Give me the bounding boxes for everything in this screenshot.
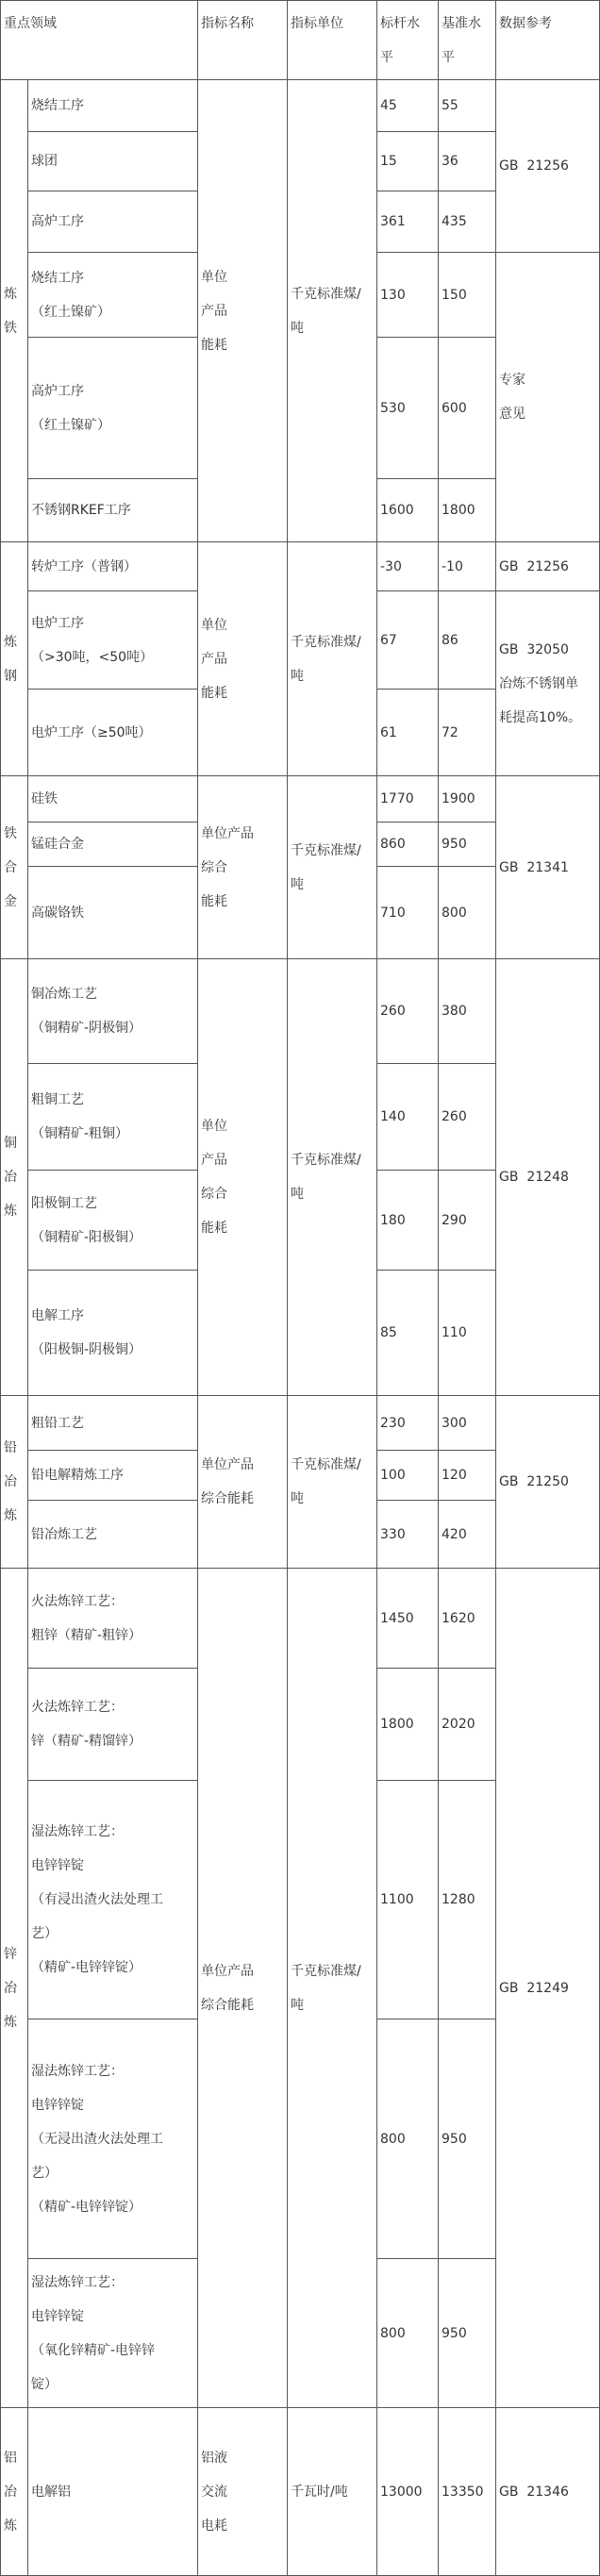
benchmark-value-text: 1800 bbox=[380, 1717, 414, 1732]
reference-cell-text: GB 21341 bbox=[499, 859, 569, 875]
section-area-text: 炼 铁 bbox=[4, 286, 17, 336]
benchmark-value bbox=[377, 1451, 439, 1501]
baseline-value-text: 1800 bbox=[442, 503, 475, 518]
process-cell bbox=[28, 776, 198, 823]
baseline-value-text: 72 bbox=[442, 724, 458, 740]
process-cell bbox=[28, 959, 198, 1064]
process-cell bbox=[28, 1781, 198, 2019]
benchmark-value-text: 1600 bbox=[380, 503, 414, 518]
header-unit bbox=[288, 0, 377, 80]
baseline-value-text: 600 bbox=[442, 400, 467, 416]
baseline-value bbox=[439, 1451, 496, 1501]
benchmark-value-text: 530 bbox=[380, 400, 406, 416]
benchmark-value bbox=[377, 2259, 439, 2408]
baseline-value bbox=[439, 1501, 496, 1569]
baseline-value bbox=[439, 1569, 496, 1669]
baseline-value-text: 13350 bbox=[442, 2484, 484, 2500]
baseline-value bbox=[439, 1781, 496, 2019]
baseline-value bbox=[439, 338, 496, 479]
baseline-value bbox=[439, 2259, 496, 2408]
baseline-value-text: 260 bbox=[442, 1109, 467, 1124]
benchmark-value bbox=[377, 132, 439, 191]
process-cell-text: 湿法炼锌工艺： 电锌锌锭 （氧化锌精矿-电锌锌 锭） bbox=[31, 2274, 156, 2392]
baseline-value bbox=[439, 1064, 496, 1171]
baseline-value-text: 110 bbox=[442, 1325, 467, 1340]
section-indicator-name-text: 单位 产品 能耗 bbox=[201, 617, 227, 701]
benchmark-value-text: 860 bbox=[380, 837, 406, 852]
baseline-value bbox=[439, 867, 496, 959]
baseline-value bbox=[439, 80, 496, 132]
benchmark-value bbox=[377, 867, 439, 959]
benchmark-value-text: 330 bbox=[380, 1526, 406, 1542]
header-bench bbox=[377, 0, 439, 80]
process-cell-text: 烧结工序 bbox=[31, 98, 84, 113]
reference-cell bbox=[496, 591, 600, 776]
section-area-text: 铅冶 炼 bbox=[4, 1440, 17, 1523]
process-cell bbox=[28, 2408, 198, 2576]
reference-cell-text: GB 21249 bbox=[499, 1980, 569, 1996]
process-cell bbox=[28, 1501, 198, 1569]
benchmark-value-text: 13000 bbox=[380, 2484, 423, 2500]
section-indicator-unit-text: 千克标准煤/ 吨 bbox=[291, 1153, 361, 1202]
baseline-value-text: 1280 bbox=[442, 1892, 475, 1907]
process-cell-text: 烧结工序 （红土镍矿） bbox=[31, 270, 110, 320]
section-area bbox=[0, 1569, 28, 2408]
benchmark-value-text: 45 bbox=[380, 98, 397, 113]
process-cell-text: 湿法炼锌工艺： 电锌锌锭 （无浸出渣火法处理工 艺） （精矿-电锌锌锭） bbox=[31, 2063, 163, 2215]
benchmark-value-text: 1450 bbox=[380, 1610, 414, 1626]
benchmark-value-text: 260 bbox=[380, 1004, 406, 1019]
process-cell-text: 不锈钢RKEF工序 bbox=[31, 503, 131, 518]
benchmark-value-text: 61 bbox=[380, 724, 397, 740]
baseline-value-text: 420 bbox=[442, 1526, 467, 1542]
process-cell bbox=[28, 2019, 198, 2259]
section-indicator-name bbox=[198, 80, 288, 542]
reference-cell-text: GB 32050 冶炼不锈钢单 耗提高10%。 bbox=[499, 641, 582, 725]
section-indicator-name bbox=[198, 542, 288, 776]
header-bench-text: 标杆水 平 bbox=[380, 16, 420, 65]
baseline-value bbox=[439, 2408, 496, 2576]
benchmark-value-text: 67 bbox=[380, 632, 397, 648]
baseline-value-text: 1900 bbox=[442, 791, 475, 806]
section-indicator-name-text: 单位产品 综合能耗 bbox=[201, 1963, 254, 2013]
baseline-value bbox=[439, 823, 496, 867]
process-cell-text: 阳极铜工艺 （铜精矿-阳极铜） bbox=[31, 1195, 142, 1245]
baseline-value-text: 950 bbox=[442, 837, 467, 852]
reference-cell bbox=[496, 959, 600, 1396]
section-area bbox=[0, 959, 28, 1396]
header-area-text: 重点领域 bbox=[4, 16, 57, 31]
baseline-value bbox=[439, 591, 496, 690]
baseline-value-text: 290 bbox=[442, 1212, 467, 1228]
process-cell bbox=[28, 191, 198, 253]
header-name bbox=[198, 0, 288, 80]
section-area bbox=[0, 542, 28, 776]
baseline-value-text: 435 bbox=[442, 214, 467, 229]
benchmark-value bbox=[377, 1569, 439, 1669]
section-indicator-unit bbox=[288, 776, 377, 959]
process-cell bbox=[28, 1271, 198, 1396]
reference-cell-text: GB 21248 bbox=[499, 1170, 569, 1185]
benchmark-value bbox=[377, 1669, 439, 1781]
reference-cell-text: GB 21346 bbox=[499, 2484, 569, 2500]
baseline-value-text: 950 bbox=[442, 2131, 467, 2147]
baseline-value-text: 150 bbox=[442, 287, 467, 303]
reference-cell-text: 专家 意见 bbox=[499, 373, 525, 422]
reference-cell-text: GB 21250 bbox=[499, 1474, 569, 1489]
section-indicator-unit bbox=[288, 1396, 377, 1569]
section-area bbox=[0, 80, 28, 542]
section-area bbox=[0, 2408, 28, 2576]
process-cell-text: 电炉工序（≥50吨） bbox=[31, 724, 152, 740]
process-cell bbox=[28, 1451, 198, 1501]
baseline-value bbox=[439, 253, 496, 338]
process-cell bbox=[28, 591, 198, 690]
process-cell-text: 电解铝 bbox=[31, 2484, 71, 2500]
baseline-value-text: 800 bbox=[442, 905, 467, 921]
benchmark-value bbox=[377, 1271, 439, 1396]
benchmark-value-text: 1100 bbox=[380, 1892, 414, 1907]
benchmark-value bbox=[377, 80, 439, 132]
section-indicator-unit bbox=[288, 542, 377, 776]
benchmark-value bbox=[377, 2019, 439, 2259]
process-cell bbox=[28, 1396, 198, 1451]
section-indicator-name bbox=[198, 1569, 288, 2408]
baseline-value bbox=[439, 191, 496, 253]
process-cell bbox=[28, 690, 198, 776]
header-name-text: 指标名称 bbox=[201, 16, 254, 31]
benchmark-value-text: 180 bbox=[380, 1212, 406, 1228]
section-indicator-unit-text: 千克标准煤/ 吨 bbox=[291, 842, 361, 892]
reference-cell bbox=[496, 2408, 600, 2576]
benchmark-value bbox=[377, 1501, 439, 1569]
benchmark-value bbox=[377, 338, 439, 479]
process-cell-text: 铜冶炼工艺 （铜精矿-阴极铜） bbox=[31, 987, 142, 1036]
process-cell-text: 电解工序 （阳极铜-阴极铜） bbox=[31, 1308, 142, 1357]
baseline-value bbox=[439, 132, 496, 191]
baseline-value-text: 86 bbox=[442, 632, 458, 648]
benchmark-value bbox=[377, 191, 439, 253]
benchmark-value bbox=[377, 1064, 439, 1171]
process-cell-text: 铅电解精炼工序 bbox=[31, 1468, 124, 1483]
section-area-text: 铜冶 炼 bbox=[4, 1136, 17, 1219]
section-indicator-name-text: 单位产品 综合能耗 bbox=[201, 1457, 254, 1506]
benchmark-value bbox=[377, 1171, 439, 1271]
header-area bbox=[0, 0, 198, 80]
process-cell bbox=[28, 132, 198, 191]
baseline-value-text: 120 bbox=[442, 1468, 467, 1483]
section-indicator-name-text: 单位产品 综合 能耗 bbox=[201, 825, 254, 909]
section-indicator-unit-text: 千克标准煤/ 吨 bbox=[291, 1963, 361, 2013]
section-indicator-unit bbox=[288, 1569, 377, 2408]
baseline-value bbox=[439, 542, 496, 591]
reference-cell bbox=[496, 1396, 600, 1569]
section-indicator-unit bbox=[288, 959, 377, 1396]
process-cell bbox=[28, 1064, 198, 1171]
process-cell-text: 粗铅工艺 bbox=[31, 1415, 84, 1431]
baseline-value-text: -10 bbox=[442, 558, 463, 574]
process-cell-text: 锰硅合金 bbox=[31, 837, 84, 852]
benchmark-value bbox=[377, 479, 439, 542]
baseline-value bbox=[439, 690, 496, 776]
baseline-value-text: 300 bbox=[442, 1415, 467, 1431]
process-cell-text: 硅铁 bbox=[31, 791, 58, 806]
header-ref bbox=[496, 0, 600, 80]
section-area bbox=[0, 776, 28, 959]
process-cell-text: 高碳铬铁 bbox=[31, 905, 84, 921]
baseline-value-text: 380 bbox=[442, 1004, 467, 1019]
benchmark-value-text: 15 bbox=[380, 154, 397, 169]
reference-cell bbox=[496, 1569, 600, 2408]
benchmark-value bbox=[377, 776, 439, 823]
process-cell-text: 转炉工序（普钢） bbox=[31, 558, 137, 574]
process-cell-text: 湿法炼锌工艺： 电锌锌锭 （有浸出渣火法处理工 艺） （精矿-电锌锌锭） bbox=[31, 1824, 163, 1975]
section-indicator-name bbox=[198, 959, 288, 1396]
baseline-value-text: 2020 bbox=[442, 1717, 475, 1732]
baseline-value-text: 1620 bbox=[442, 1610, 475, 1626]
section-area-text: 锌冶 炼 bbox=[4, 1946, 17, 2030]
baseline-value bbox=[439, 776, 496, 823]
reference-cell bbox=[496, 542, 600, 591]
process-cell-text: 火法炼锌工艺： 粗锌（精矿-粗锌） bbox=[31, 1593, 142, 1643]
section-indicator-unit-text: 千克标准煤/ 吨 bbox=[291, 286, 361, 336]
benchmark-value bbox=[377, 1781, 439, 2019]
reference-cell-text: GB 21256 bbox=[499, 558, 569, 574]
benchmark-value bbox=[377, 823, 439, 867]
benchmark-value-text: 800 bbox=[380, 2131, 406, 2147]
section-area-text: 铁合 金 bbox=[4, 825, 17, 909]
header-ref-text: 数据参考 bbox=[499, 16, 552, 31]
benchmark-value bbox=[377, 959, 439, 1064]
process-cell bbox=[28, 867, 198, 959]
benchmark-value-text: 1770 bbox=[380, 791, 414, 806]
process-cell-text: 高炉工序 bbox=[31, 214, 84, 229]
benchmark-value-text: 800 bbox=[380, 2325, 406, 2341]
baseline-value-text: 55 bbox=[442, 98, 458, 113]
benchmark-value bbox=[377, 591, 439, 690]
process-cell bbox=[28, 1171, 198, 1271]
section-indicator-name-text: 铝液 交流 电耗 bbox=[201, 2450, 227, 2534]
section-indicator-unit bbox=[288, 80, 377, 542]
process-cell bbox=[28, 338, 198, 479]
section-indicator-name bbox=[198, 2408, 288, 2576]
section-indicator-name-text: 单位 产品 综合 能耗 bbox=[201, 1119, 227, 1236]
benchmark-value bbox=[377, 542, 439, 591]
process-cell-text: 高炉工序 （红土镍矿） bbox=[31, 383, 110, 433]
benchmark-value-text: 85 bbox=[380, 1325, 397, 1340]
section-indicator-unit bbox=[288, 2408, 377, 2576]
process-cell bbox=[28, 253, 198, 338]
benchmark-value bbox=[377, 253, 439, 338]
baseline-value bbox=[439, 2019, 496, 2259]
section-indicator-unit-text: 千克标准煤/ 吨 bbox=[291, 1457, 361, 1506]
reference-cell bbox=[496, 776, 600, 959]
benchmark-value-text: 130 bbox=[380, 287, 406, 303]
section-area-text: 铝冶 炼 bbox=[4, 2450, 17, 2534]
process-cell-text: 铅冶炼工艺 bbox=[31, 1526, 97, 1542]
process-cell bbox=[28, 80, 198, 132]
process-cell bbox=[28, 823, 198, 867]
benchmark-value bbox=[377, 690, 439, 776]
process-cell-text: 粗铜工艺 （铜精矿-粗铜） bbox=[31, 1092, 129, 1141]
process-cell bbox=[28, 2259, 198, 2408]
baseline-value-text: 950 bbox=[442, 2325, 467, 2341]
benchmark-value-text: 100 bbox=[380, 1468, 406, 1483]
section-indicator-unit-text: 千克标准煤/ 吨 bbox=[291, 634, 361, 684]
section-indicator-name bbox=[198, 1396, 288, 1569]
process-cell-text: 火法炼锌工艺： 锌（精矿-精馏锌） bbox=[31, 1700, 142, 1749]
baseline-value bbox=[439, 479, 496, 542]
benchmark-value-text: 710 bbox=[380, 905, 406, 921]
baseline-value bbox=[439, 1669, 496, 1781]
reference-cell bbox=[496, 80, 600, 253]
baseline-value bbox=[439, 1171, 496, 1271]
section-indicator-unit-text: 千瓦时/吨 bbox=[291, 2484, 348, 2500]
baseline-value-text: 36 bbox=[442, 154, 458, 169]
benchmark-value-text: 140 bbox=[380, 1109, 406, 1124]
process-cell bbox=[28, 1569, 198, 1669]
process-cell bbox=[28, 479, 198, 542]
baseline-value bbox=[439, 1396, 496, 1451]
benchmark-value bbox=[377, 2408, 439, 2576]
reference-cell-text: GB 21256 bbox=[499, 158, 569, 174]
section-indicator-name bbox=[198, 776, 288, 959]
section-area bbox=[0, 1396, 28, 1569]
process-cell bbox=[28, 1669, 198, 1781]
process-cell-text: 球团 bbox=[31, 154, 58, 169]
process-cell bbox=[28, 542, 198, 591]
section-indicator-name-text: 单位 产品 能耗 bbox=[201, 269, 227, 353]
process-cell-text: 电炉工序 （>30吨，<50吨） bbox=[31, 615, 154, 665]
section-area-text: 炼 钢 bbox=[4, 634, 17, 684]
header-unit-text: 指标单位 bbox=[291, 16, 343, 31]
benchmark-value-text: 361 bbox=[380, 214, 406, 229]
benchmark-value-text: -30 bbox=[380, 558, 402, 574]
benchmark-value-text: 230 bbox=[380, 1415, 406, 1431]
header-base-text: 基准水 平 bbox=[442, 16, 481, 65]
reference-cell bbox=[496, 253, 600, 542]
benchmark-value bbox=[377, 1396, 439, 1451]
header-base bbox=[439, 0, 496, 80]
baseline-value bbox=[439, 959, 496, 1064]
baseline-value bbox=[439, 1271, 496, 1396]
